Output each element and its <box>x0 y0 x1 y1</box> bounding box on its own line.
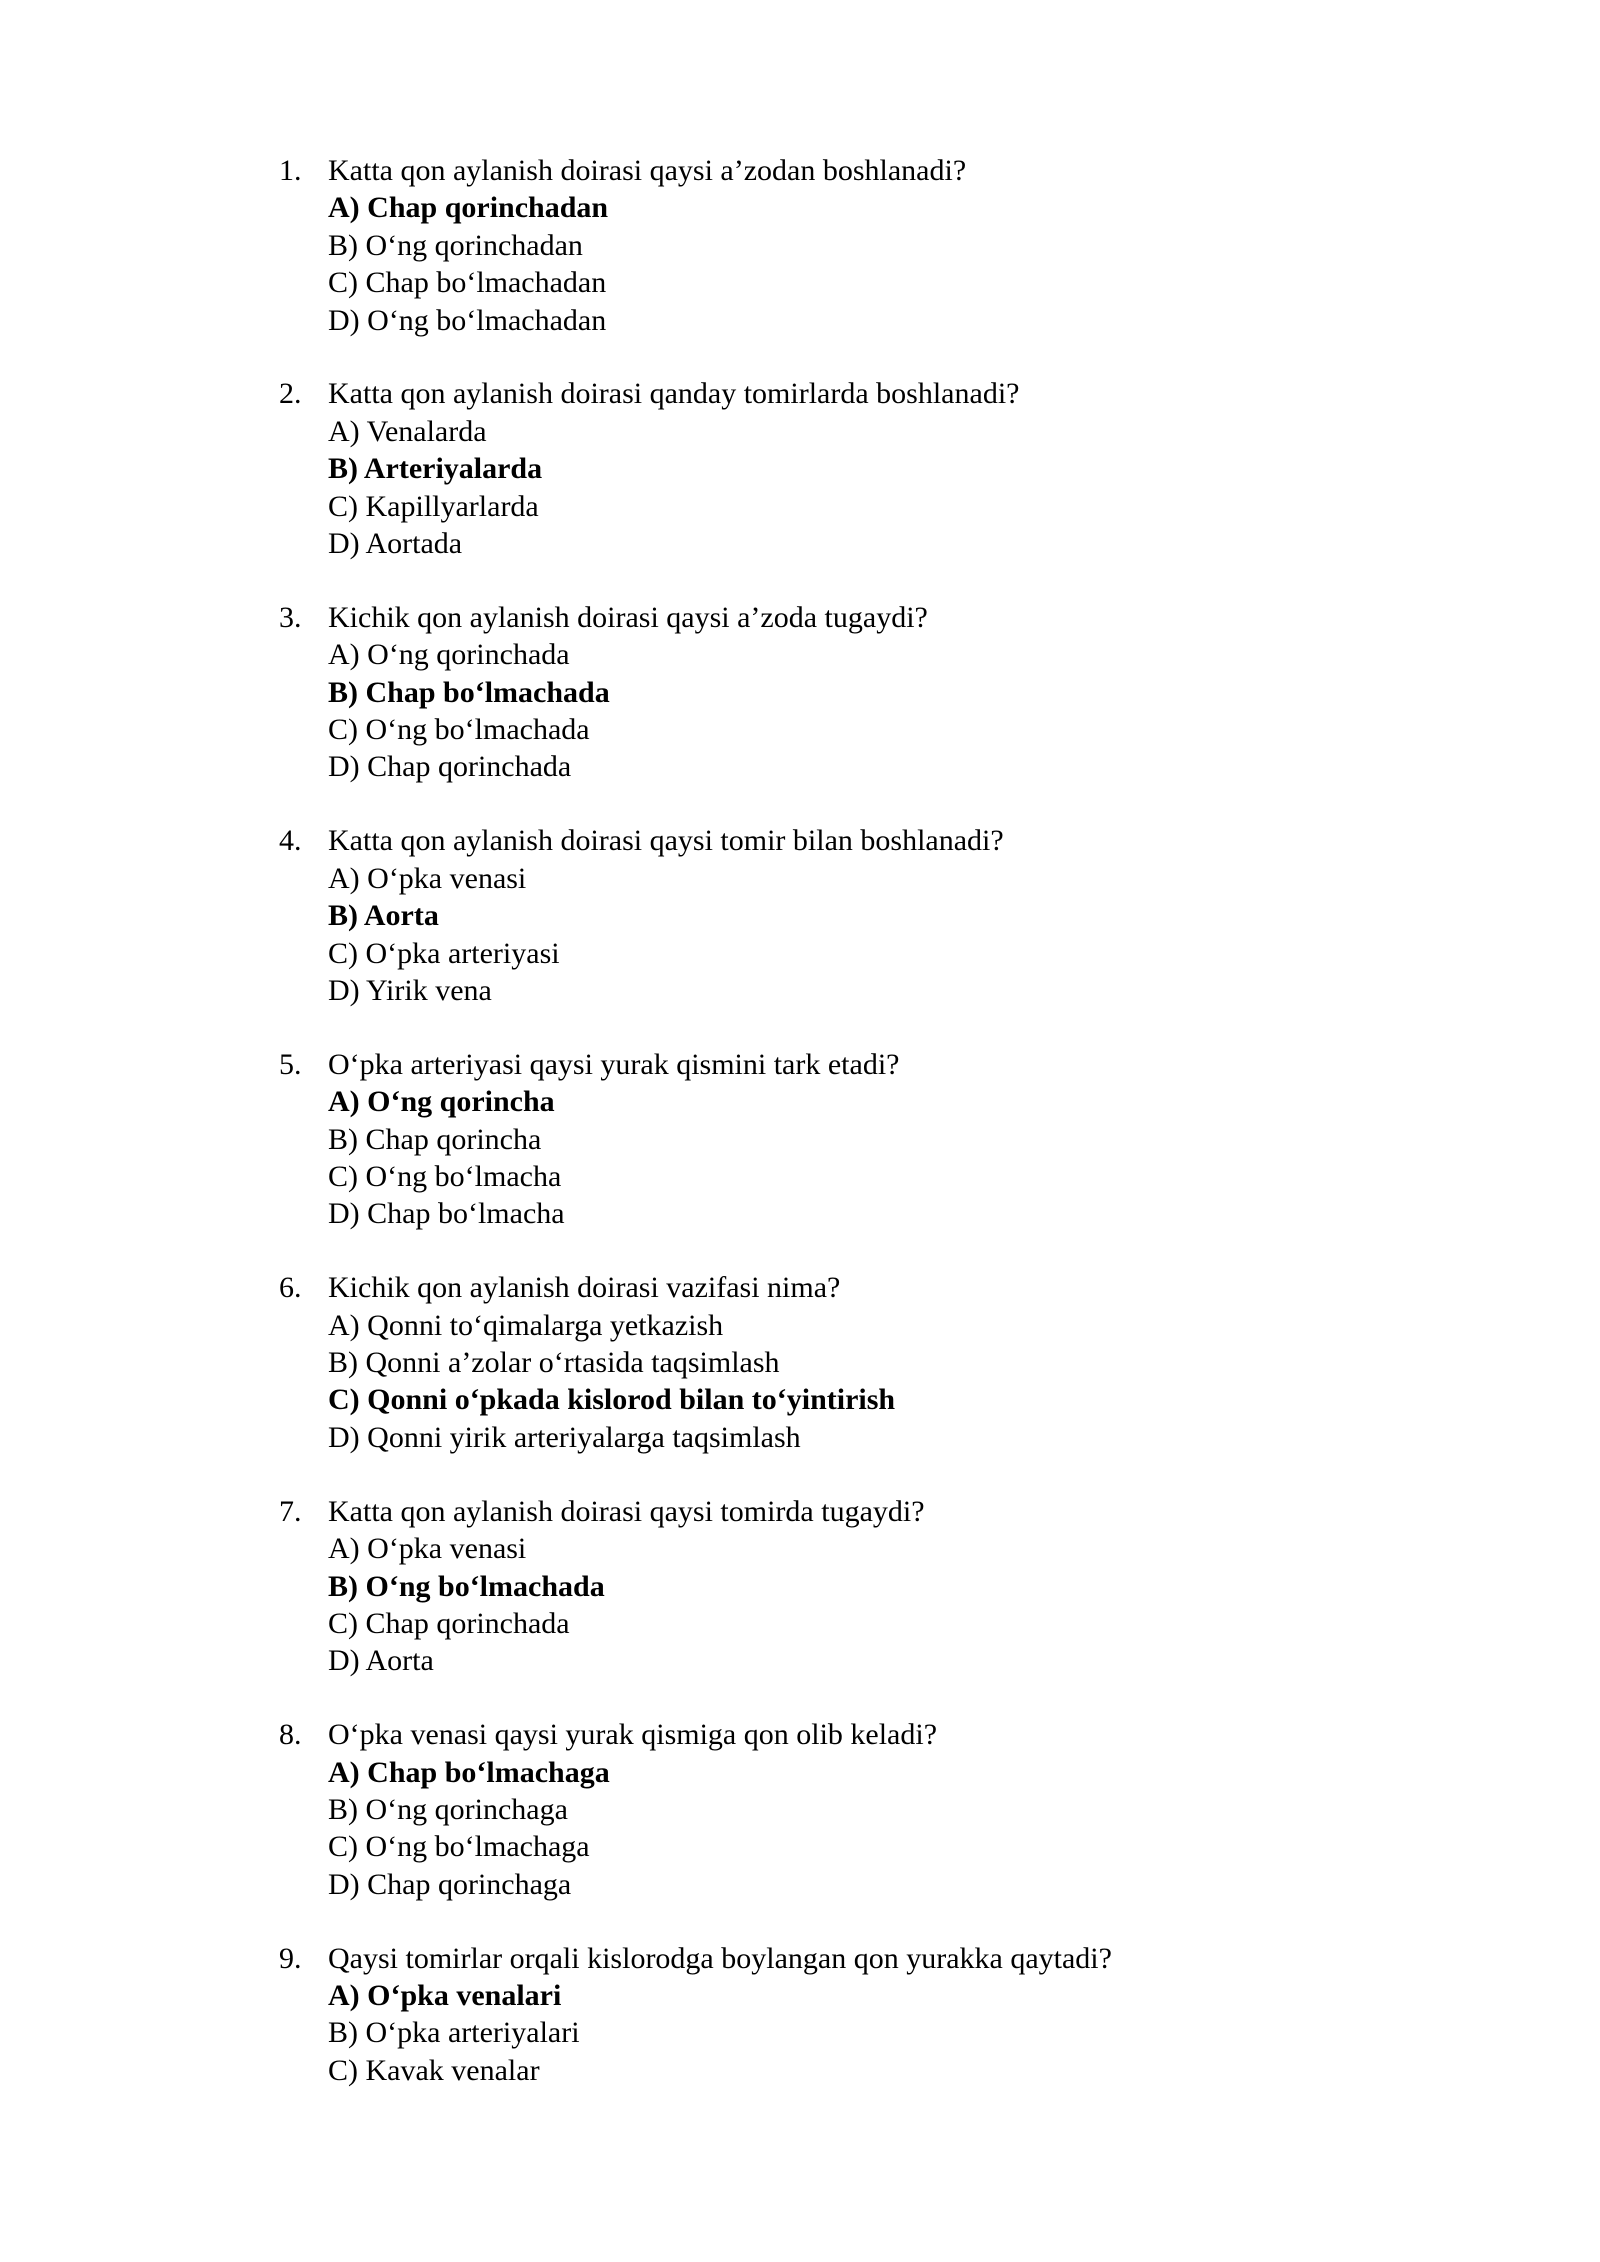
answer-option: D) Chap bo‘lmacha <box>328 1197 565 1231</box>
question-text: Katta qon aylanish doirasi qanday tomirlarda boshlanadi? <box>328 377 1020 411</box>
correct-answer-option: C) Qonni o‘pkada kislorod bilan to‘yintirish <box>328 1383 896 1417</box>
correct-answer-option: A) Chap qorinchadan <box>328 191 609 225</box>
question-text: Katta qon aylanish doirasi qaysi tomirda tugaydi? <box>328 1494 925 1528</box>
question-number: 2. <box>279 377 302 411</box>
answer-option: D) O‘ng bo‘lmachadan <box>328 303 607 337</box>
question-line <box>279 1269 1379 1306</box>
question-number: 7. <box>279 1494 302 1528</box>
answer-options <box>279 189 1379 339</box>
answer-option: B) Qonni a’zolar o‘rtasida taqsimlash <box>328 1346 780 1380</box>
answer-option: B) Chap qorincha <box>328 1122 542 1156</box>
answer-option: A) Qonni to‘qimalarga yetkazish <box>328 1308 724 1342</box>
correct-answer-option: B) Aorta <box>328 899 439 933</box>
question-item <box>279 822 1379 1009</box>
answer-options <box>279 413 1379 563</box>
correct-answer-option: A) O‘ng qorincha <box>328 1085 555 1119</box>
answer-option: D) Yirik vena <box>328 973 492 1007</box>
correct-answer-option: B) O‘ng bo‘lmachada <box>328 1569 605 1603</box>
answer-option: D) Qonni yirik arteriyalarga taqsimlash <box>328 1420 801 1454</box>
answer-option: C) Kavak venalar <box>328 2053 540 2087</box>
question-item <box>279 1493 1379 1680</box>
answer-options <box>279 1307 1379 1457</box>
answer-option: D) Aorta <box>328 1644 434 1678</box>
correct-answer-option: A) O‘pka venalari <box>328 1979 562 2013</box>
question-item <box>279 1940 1379 2090</box>
question-line <box>279 1493 1379 1530</box>
question-text: Katta qon aylanish doirasi qaysi tomir bilan boshlanadi? <box>328 824 1004 858</box>
answer-options <box>279 860 1379 1010</box>
answer-option: A) O‘pka venasi <box>328 1532 527 1566</box>
question-number: 1. <box>279 154 302 187</box>
question-number: 8. <box>279 1718 302 1752</box>
answer-option: B) O‘ng qorinchaga <box>328 1792 568 1826</box>
answer-option: B) O‘pka arteriyalari <box>328 2016 580 2050</box>
question-line <box>279 152 1379 189</box>
question-item <box>279 1046 1379 1233</box>
answer-options <box>279 1530 1379 1680</box>
answer-option: A) Venalarda <box>328 414 487 448</box>
question-number: 4. <box>279 824 302 858</box>
question-line <box>279 822 1379 859</box>
question-item <box>279 152 1379 339</box>
answer-option: D) Chap qorinchaga <box>328 1867 572 1901</box>
question-line <box>279 1940 1379 1977</box>
question-number: 9. <box>279 1941 302 1975</box>
question-line <box>279 1716 1379 1753</box>
question-text: Qaysi tomirlar orqali kislorodga boylangan qon yurakka qaytadi? <box>328 1941 1112 1975</box>
answer-option: C) Chap qorinchada <box>328 1606 570 1640</box>
correct-answer-option: B) Arteriyalarda <box>328 452 543 486</box>
question-number: 3. <box>279 600 302 634</box>
question-text: O‘pka arteriyasi qaysi yurak qismini tark etadi? <box>328 1047 900 1081</box>
question-item <box>279 1269 1379 1456</box>
question-line <box>279 599 1379 636</box>
answer-option: D) Chap qorinchada <box>328 750 572 784</box>
question-number: 6. <box>279 1271 302 1305</box>
correct-answer-option: B) Chap bo‘lmachada <box>328 675 610 709</box>
question-text: O‘pka venasi qaysi yurak qismiga qon olib keladi? <box>328 1718 938 1752</box>
answer-options <box>279 1977 1379 2089</box>
question-number: 5. <box>279 1047 302 1081</box>
question-list <box>279 152 1379 2089</box>
answer-option: C) O‘pka arteriyasi <box>328 936 560 970</box>
answer-options <box>279 636 1379 786</box>
answer-option: C) O‘ng bo‘lmachada <box>328 713 590 747</box>
question-item <box>279 375 1379 562</box>
question-text: Kichik qon aylanish doirasi qaysi a’zoda tugaydi? <box>328 600 928 634</box>
answer-option: A) O‘pka venasi <box>328 861 527 895</box>
answer-option: A) O‘ng qorinchada <box>328 638 570 672</box>
question-line <box>279 375 1379 412</box>
answer-option: C) Kapillyarlarda <box>328 489 539 523</box>
answer-option: C) O‘ng bo‘lmacha <box>328 1159 562 1193</box>
correct-answer-option: A) Chap bo‘lmachaga <box>328 1755 610 1789</box>
question-item <box>279 1716 1379 1903</box>
question-line <box>279 1046 1379 1083</box>
question-item <box>279 599 1379 786</box>
answer-options <box>279 1083 1379 1233</box>
answer-option: B) O‘ng qorinchadan <box>328 228 583 262</box>
answer-option: C) O‘ng bo‘lmachaga <box>328 1830 590 1864</box>
answer-option: C) Chap bo‘lmachadan <box>328 266 607 300</box>
answer-options <box>279 1754 1379 1904</box>
answer-option: D) Aortada <box>328 527 463 561</box>
question-text: Kichik qon aylanish doirasi vazifasi nima? <box>328 1271 841 1305</box>
question-text: Katta qon aylanish doirasi qaysi a’zodan boshlanadi? <box>328 154 967 187</box>
